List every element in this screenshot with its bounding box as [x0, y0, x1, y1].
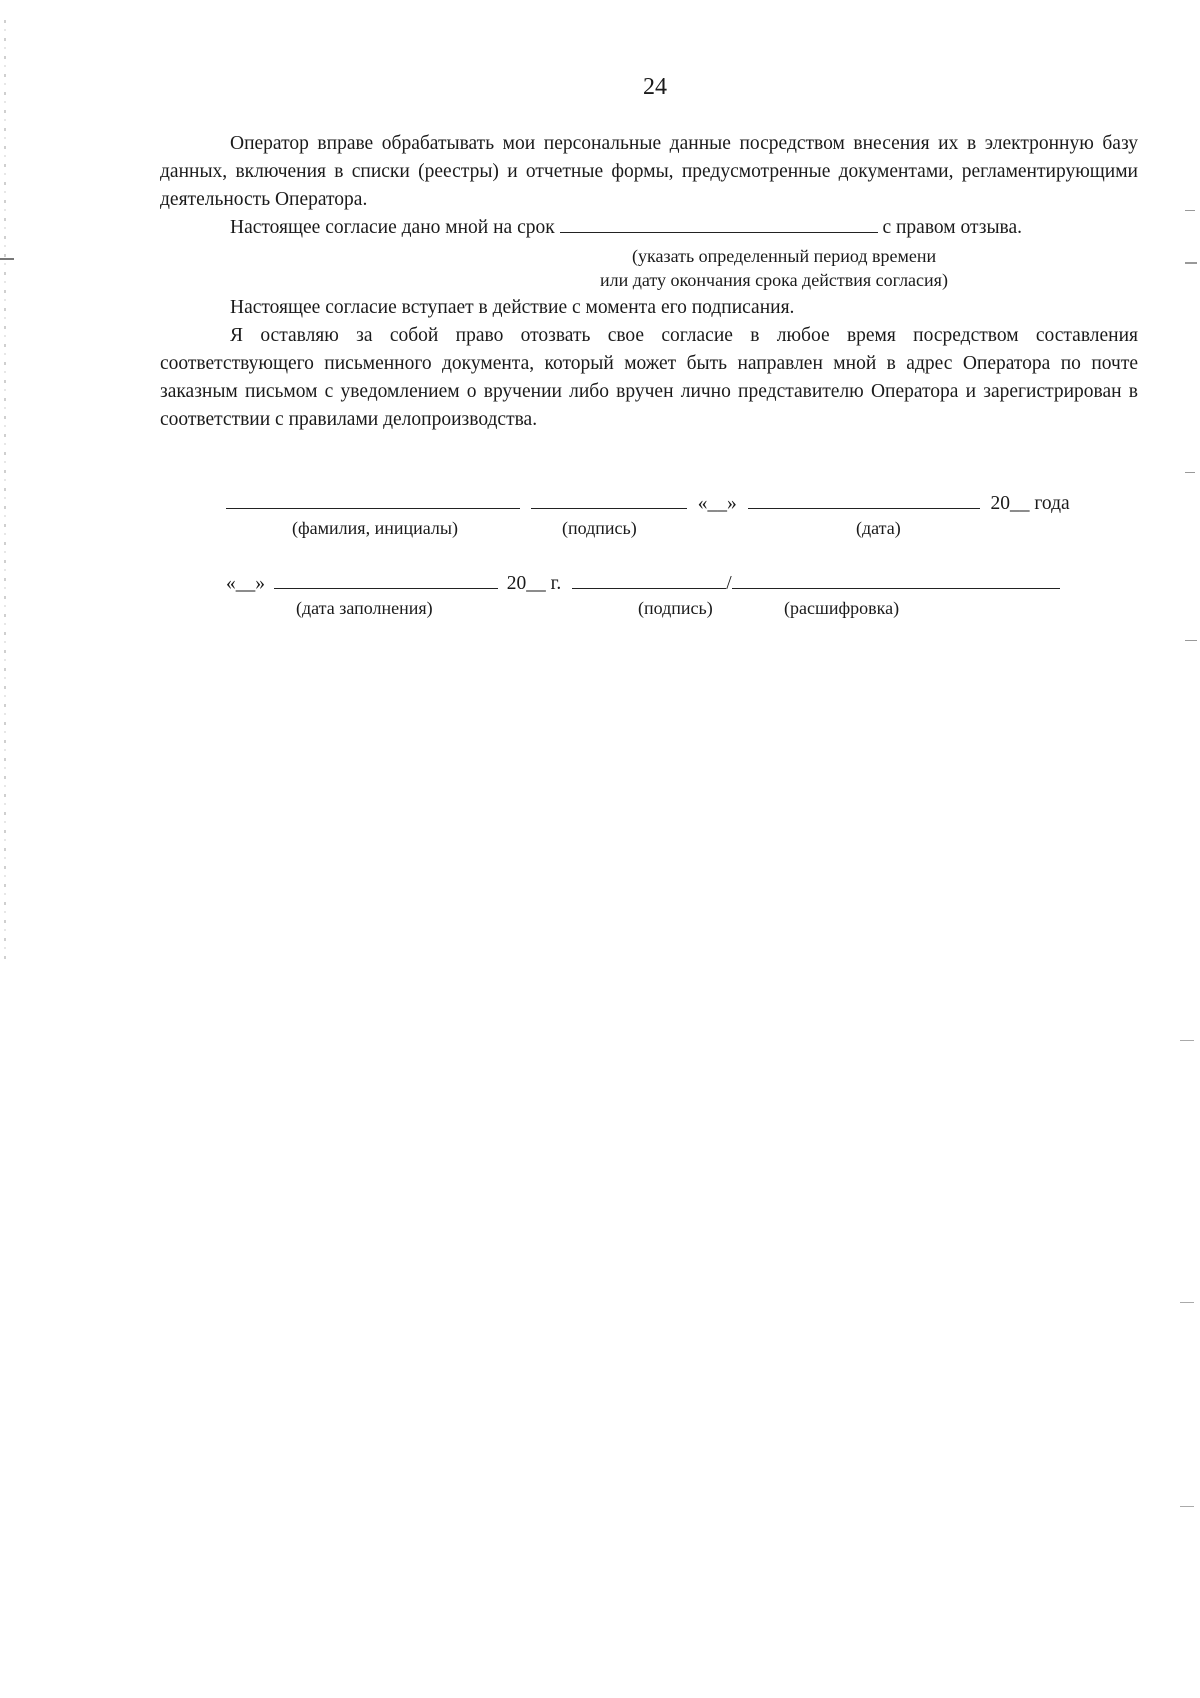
paragraph-revocation: Я оставляю за собой право отозвать свое согласие в любое время посредством составления соответствующего письменного документа, который может быть направлен мной в адрес Оператора по почте заказным письмом с уведомлением о вручении либо вручен лично представителю Оператора и зарегистрирован в соответствии с правилами делопроизводства. — [160, 325, 1138, 430]
term-hint-line1: (указать определенный период времени — [632, 246, 937, 266]
decoding-blank-field[interactable] — [732, 570, 1060, 589]
scan-mark — [1185, 262, 1197, 264]
signature-blank-field[interactable] — [531, 490, 687, 509]
label-name-initials: (фамилия, инициалы) — [292, 518, 458, 538]
term-line — [160, 214, 1138, 242]
scan-mark — [0, 258, 14, 260]
term-hint-line2: или дату окончания срока действия согласия) — [600, 270, 948, 290]
label-signature-2: (подпись) — [638, 598, 713, 618]
scan-mark — [1180, 1040, 1194, 1041]
scan-edge-artifact — [4, 20, 6, 960]
date-blank-field[interactable] — [748, 490, 980, 509]
slash-separator: / — [726, 573, 732, 594]
term-prefix: Настоящее согласие дано мной на срок — [230, 217, 555, 238]
signature-row-2 — [226, 570, 1060, 595]
label-signature-1: (подпись) — [562, 518, 637, 538]
label-date: (дата) — [856, 518, 901, 538]
consent-text — [160, 130, 1138, 434]
term-blank-field[interactable] — [560, 214, 878, 233]
year-label: 20__ года — [990, 493, 1070, 514]
scan-mark — [1185, 210, 1195, 211]
fill-date-blank-field[interactable] — [274, 570, 498, 589]
scan-mark — [1180, 1302, 1194, 1303]
name-blank-field[interactable] — [226, 490, 520, 509]
fill-year-label: 20__ г. — [506, 573, 562, 594]
paragraph-processing: Оператор вправе обрабатывать мои персональные данные посредством внесения их в электронную базу данных, включения в списки (реестры) и отчетные формы, предусмотренные документами, регламентирующими деятельность Оператора. — [160, 133, 1138, 210]
paragraph-effective: Настоящее согласие вступает в действие с момента его подписания. — [230, 297, 795, 318]
term-suffix: с правом отзыва. — [882, 217, 1023, 238]
scan-mark — [1185, 472, 1195, 473]
scan-mark — [1180, 1506, 1194, 1507]
signature2-blank-field[interactable] — [572, 570, 726, 589]
label-decoding: (расшифровка) — [784, 598, 900, 618]
signature-row-1 — [226, 490, 1070, 515]
day-quote: «__» — [697, 493, 737, 514]
scan-mark — [1185, 640, 1197, 641]
page-number: 24 — [643, 74, 667, 100]
label-fill-date: (дата заполнения) — [296, 598, 433, 618]
fill-day-quote: «__» — [226, 573, 265, 594]
